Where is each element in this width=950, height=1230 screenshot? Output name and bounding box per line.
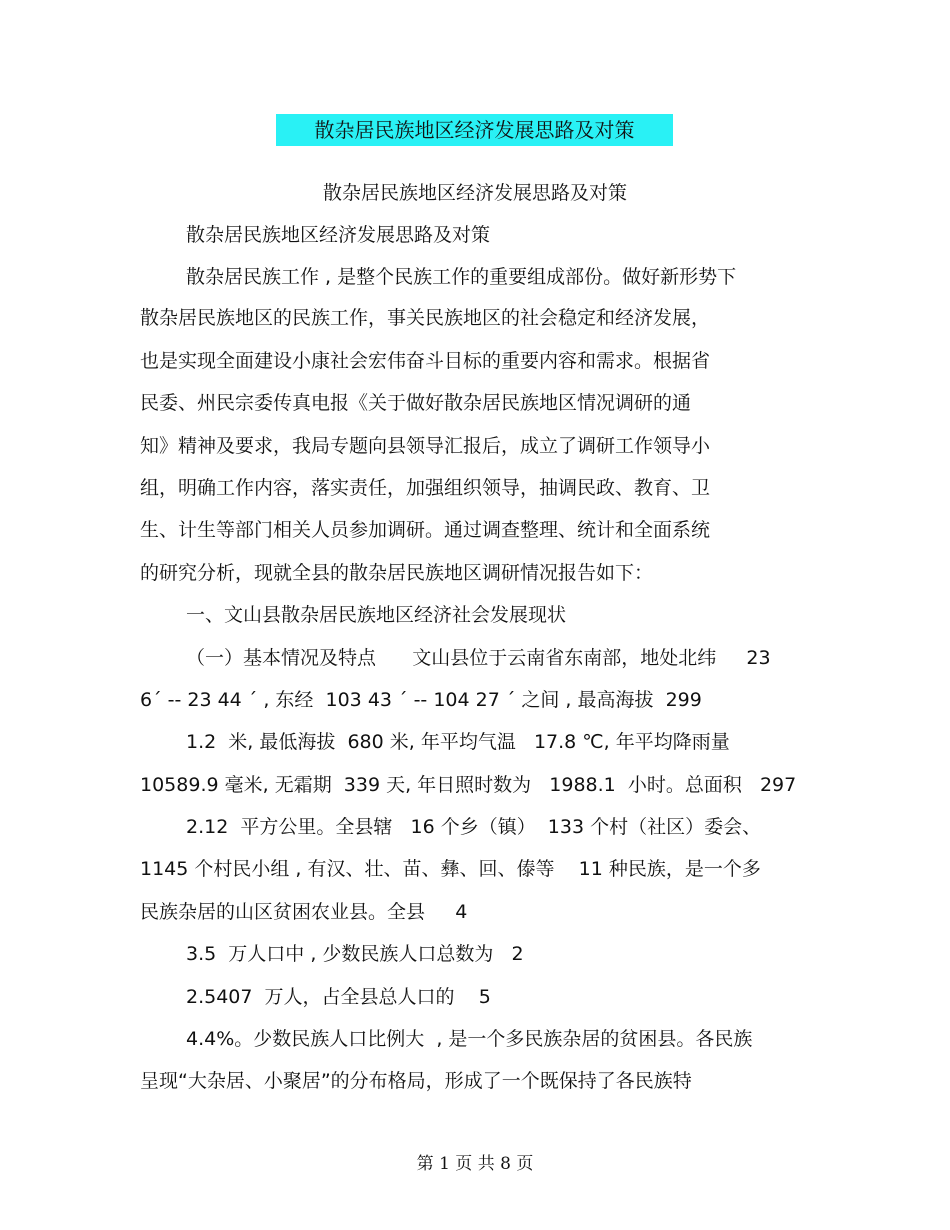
document-title: 散杂居民族地区经济发展思路及对策 [276,114,673,146]
body-line: 10589.9 毫米, 无霜期 339 天, 年日照时数为 1988.1 小时。总面积 297 [140,774,797,796]
section-heading: 一、文山县散杂居民族地区经济社会发展现状 [186,604,567,626]
body-line: 知》精神及要求，我局专题向县领导汇报后，成立了调研工作领导小 [140,435,711,457]
body-line: 6ˊ -- 23 44 ˊ , 东经 103 43 ˊ -- 104 27 ˊ 之间 , 最高海拔 299 [140,689,702,711]
body-line: 1145 个村民小组 , 有汉、壮、苗、彝、回、傣等 11 种民族，是一个多 [140,858,761,880]
body-line: 散杂居民族工作 , 是整个民族工作的重要组成部份。做好新形势下 [186,266,737,288]
page-number-footer: 第 1 页 共 8 页 [416,1154,534,1174]
body-line: 呈现“大杂居、小聚居”的分布格局，形成了一个既保持了各民族特 [140,1070,692,1092]
body-line: 的研究分析，现就全县的散杂居民族地区调研情况报告如下： [140,562,654,584]
body-line: 散杂居民族地区经济发展思路及对策 [186,224,491,246]
document-subtitle: 散杂居民族地区经济发展思路及对策 [322,182,627,204]
body-line: 民族杂居的山区贫困农业县。全县 4 [140,901,468,923]
body-line: 2.12 平方公里。全县辖 16 个乡（镇） 133 个村（社区）委会、 [186,816,762,838]
body-line: （一）基本情况及特点 文山县位于云南省东南部，地处北纬 23 [186,647,771,669]
body-line: 1.2 米, 最低海拔 680 米, 年平均气温 17.8 ℃, 年平均降雨量 [186,731,730,753]
body-line: 散杂居民族地区的民族工作，事关民族地区的社会稳定和经济发展， [140,307,711,329]
body-line: 4.4%。少数民族人口比例大 , 是一个多民族杂居的贫困县。各民族 [186,1028,753,1050]
body-line: 生、计生等部门相关人员参加调研。通过调查整理、统计和全面系统 [140,519,711,541]
body-line: 民委、州民宗委传真电报《关于做好散杂居民族地区情况调研的通 [140,392,692,414]
body-line: 也是实现全面建设小康社会宏伟奋斗目标的重要内容和需求。根据省 [140,350,711,372]
body-line: 组，明确工作内容，落实责任，加强组织领导，抽调民政、教育、卫 [140,477,711,499]
body-line: 2.5407 万人，占全县总人口的 5 [186,986,491,1008]
body-line: 3.5 万人口中 , 少数民族人口总数为 2 [186,943,524,965]
